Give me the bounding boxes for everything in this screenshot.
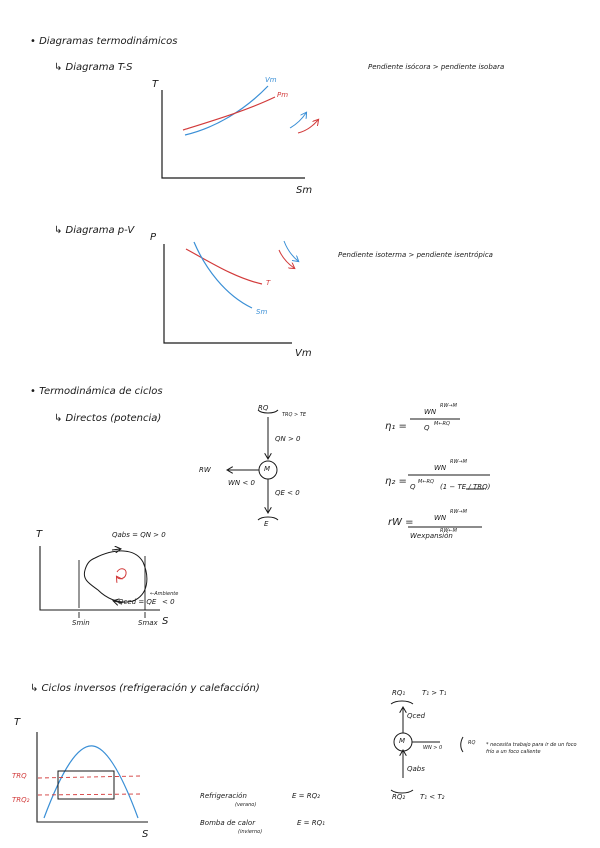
engine-qe: QE < 0 [275, 489, 300, 497]
ts-arrow-blue [290, 113, 306, 128]
ts-y-label: T [152, 79, 159, 90]
inv-wn: WN > 0 [423, 745, 443, 751]
eta1-num-sup: RW→M [440, 403, 457, 409]
small-ts-y: T [36, 529, 43, 540]
pv-y-label: P [150, 232, 157, 243]
inv-m: M [399, 737, 406, 745]
inv-note: * necesita trabajo para ir de un foco frío a un foco caliente [486, 742, 577, 755]
inv-t-cond1: T₁ > T₁ [422, 689, 447, 697]
rw-lhs: rW = [388, 517, 414, 528]
eta2-lhs: η₂ = [385, 476, 407, 487]
eta2-num-sup: RW→M [450, 459, 467, 465]
refrig-sub: (verano) [235, 802, 257, 808]
inversos-heading: ↳ Ciclos inversos (refrigeración y calefacción) [30, 683, 260, 694]
ts-x-label: Sm [296, 185, 313, 196]
refrig-label: Refrigeración [200, 792, 247, 800]
inv-t-cond2: T₁ < T₂ [420, 793, 445, 801]
pv-arrow-red [279, 250, 294, 268]
small-ts-cycle [84, 551, 147, 602]
engine-rq: RQ [258, 404, 269, 412]
inv-qabs: Qabs [407, 765, 425, 773]
inv-trq: TRQ [12, 772, 27, 780]
eta2-paren: (1 − TE / TRQ) [440, 483, 491, 491]
ts-curve-isobar [183, 97, 275, 130]
engine-schema [228, 410, 278, 520]
bomba-label: Bomba de calor [200, 819, 256, 827]
pv-x-label: Vm [295, 348, 312, 359]
ts-heading: ↳ Diagrama T-S [54, 62, 133, 73]
inv-trq-line [38, 776, 140, 778]
inv-x-label: S [142, 829, 149, 840]
ts-label-pm: Pm [277, 91, 289, 99]
ts-arrow-red [298, 120, 318, 133]
pv-axes [164, 244, 292, 343]
rw-den-sup: RW←M [440, 528, 457, 534]
inv-y-label: T [14, 717, 21, 728]
pv-curve-isentropic [194, 242, 252, 308]
eta1-den-sup: M←RQ [434, 421, 450, 427]
small-ts-bounds [79, 556, 145, 618]
engine-e: E [264, 520, 269, 528]
small-ts-qced-sign: < 0 [162, 598, 175, 606]
rw-num-sup: RW→M [450, 509, 467, 515]
eta2-num: WN [434, 464, 447, 472]
small-ts-qced-sup: ←Ambiente [150, 591, 179, 597]
pv-note: Pendiente isoterma > pendiente isentrópica [338, 251, 493, 259]
section-title-diagramas: • Diagramas termodinámicos [30, 36, 178, 47]
fraction-bars [408, 419, 490, 527]
ts-axes [162, 90, 305, 178]
small-ts-s: S [162, 616, 169, 627]
engine-qn: QN > 0 [275, 435, 301, 443]
small-ts-rotation [117, 569, 126, 579]
engine-wn: WN < 0 [228, 479, 255, 487]
pv-curve-isotherm [186, 249, 262, 284]
pv-arrow-blue [284, 241, 298, 261]
pv-heading: ↳ Diagrama p-V [54, 225, 135, 236]
section-title-ciclos: • Termodinámica de ciclos [30, 386, 163, 397]
inv-rq2: RQ₂ [392, 793, 406, 801]
eta1-lhs: η₁ = [385, 421, 407, 432]
pv-label-t: T [266, 279, 271, 287]
small-ts-top-arrow [112, 549, 120, 550]
pv-label-sm: Sm [256, 308, 268, 316]
ts-curve-isochore [185, 86, 268, 135]
inv-trq2: TRQ₂ [12, 796, 30, 804]
directos-heading: ↳ Directos (potencia) [54, 413, 162, 424]
small-ts-qced: Qced = QE [118, 598, 157, 606]
refrig-eq: E = RQ₂ [292, 792, 320, 800]
eta2-den-sup: M←RQ [418, 479, 434, 485]
engine-m: M [264, 465, 271, 473]
eta1-den: Q [424, 424, 430, 432]
inv-qced: Qced [407, 712, 426, 720]
engine-trq-cond: TRQ > TE [282, 412, 307, 418]
rw-num: WN [434, 514, 447, 522]
engine-rw: RW [199, 466, 211, 474]
rw-den: Wexpansión [410, 532, 453, 540]
inv-rq: RQ [468, 740, 476, 746]
bomba-sub: (invierno) [238, 829, 263, 835]
eta1-num: WN [424, 408, 437, 416]
inv-rq1: RQ₁ [392, 689, 406, 697]
ts-label-vm: Vm [265, 76, 277, 84]
eta2-den: Q [410, 483, 416, 491]
bomba-eq: E = RQ₁ [297, 819, 325, 827]
small-ts-qabs: Qabs = QN > 0 [112, 531, 166, 539]
ts-note: Pendiente isócora > pendiente isobara [368, 63, 505, 71]
small-ts-smax: Smax [138, 619, 158, 627]
small-ts-smin: Smin [72, 619, 90, 627]
